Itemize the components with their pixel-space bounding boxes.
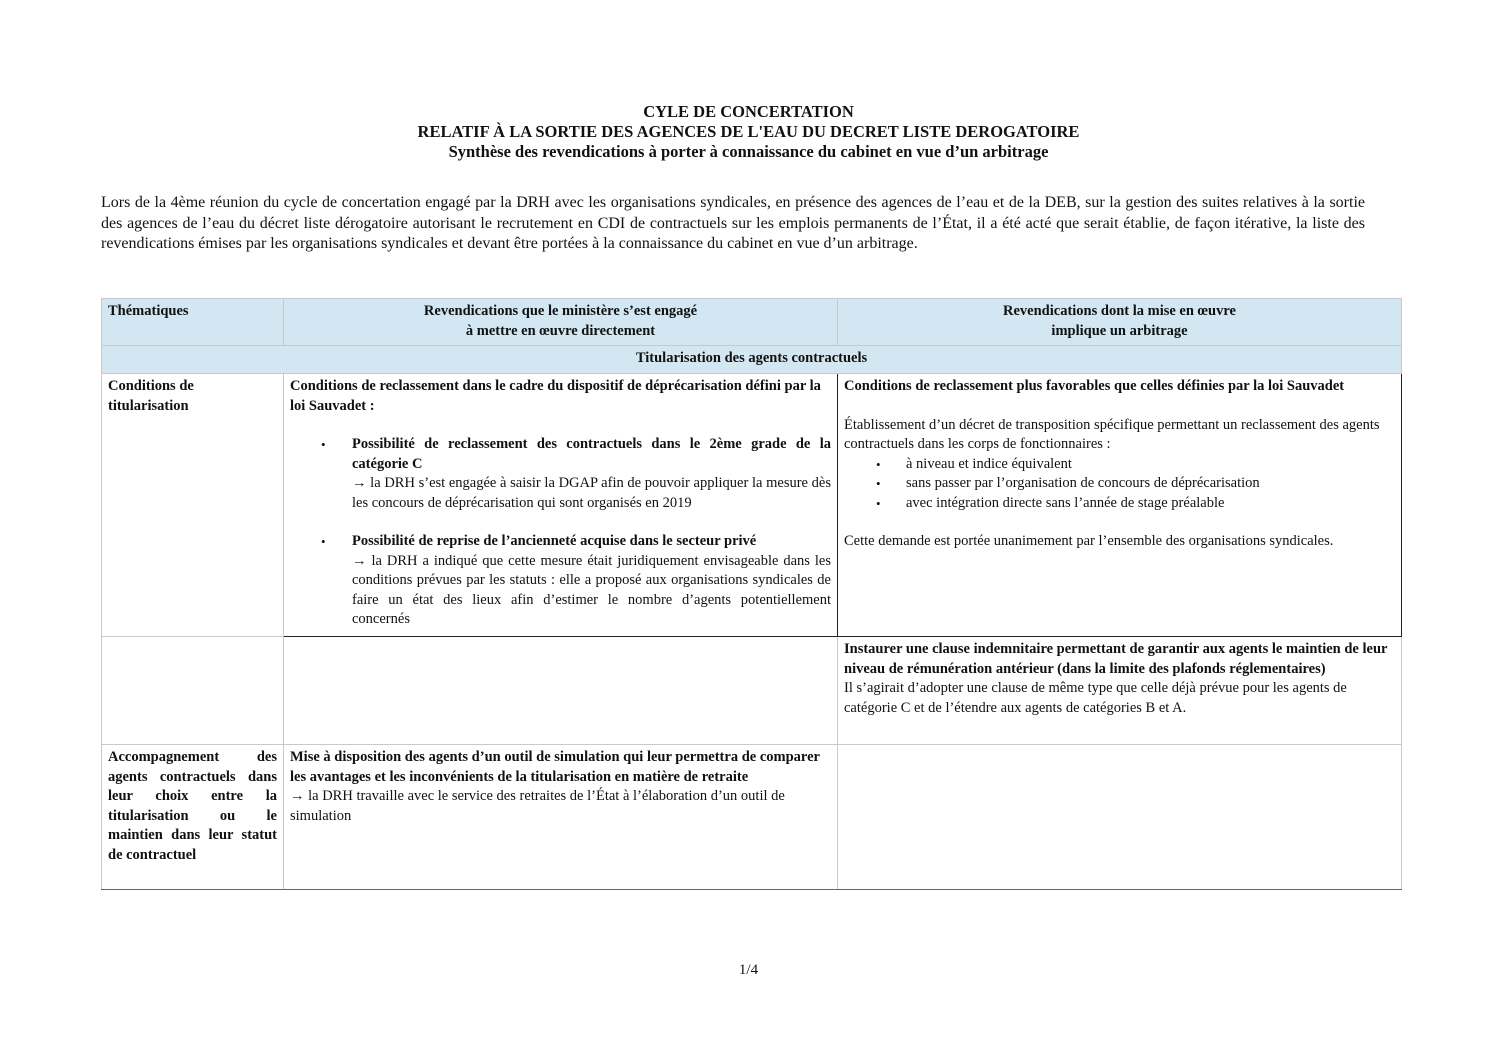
column-header-themes: Thématiques (102, 299, 284, 346)
column-header-arbitration-line1: Revendications dont la mise en œuvre (1003, 303, 1236, 319)
claims-table (101, 298, 1402, 890)
header-line-2: RELATIF À LA SORTIE DES AGENCES DE L'EAU DU DECRET LISTE DEROGATOIRE (417, 122, 1080, 141)
header-line-1: CYLE DE CONCERTATION (643, 102, 854, 121)
arbitration-list (844, 455, 1395, 514)
column-header-arbitration (838, 299, 1402, 346)
column-header-committed-line2: à mettre en œuvre directement (465, 322, 656, 339)
list-item (290, 532, 831, 630)
theme-label: Accompagnement des agents contractuels dans leur choix entre la titularisation ou le maintien dans leur statut de contractuel (108, 749, 277, 863)
committed-cell (284, 745, 838, 890)
arbitration-cell (838, 374, 1402, 637)
committed-list (290, 435, 831, 630)
table-row (102, 374, 1402, 637)
list-item (290, 435, 831, 513)
arbitration-cell (838, 637, 1402, 745)
page-number: 1/4 (738, 962, 759, 978)
theme-label: Conditions de titularisation (108, 378, 194, 414)
document-header (0, 102, 1497, 162)
list-item: • à niveau et indice équivalent (844, 455, 1395, 475)
arbitration-cell-empty (838, 745, 1402, 890)
committed-cell (284, 374, 838, 637)
arbitration-title: Instaurer une clause indemnitaire permettant de garantir aux agents le maintien de leur niveau de rémunération antérieur (dans la limite des plafonds réglementaires) (844, 641, 1388, 677)
list-item: • avec intégration directe sans l’année de stage préalable (844, 494, 1395, 514)
section-row (102, 346, 1402, 374)
arbitration-text: Établissement d’un décret de transposition spécifique permettant un reclassement des agents contractuels dans les corps de fonctionnaires : (844, 416, 1380, 452)
column-header-committed (284, 299, 838, 346)
committed-item-title: • Possibilité de reprise de l’ancienneté acquise dans le secteur privé (352, 533, 757, 549)
theme-cell (102, 745, 284, 890)
table-row (102, 637, 1402, 745)
theme-cell (102, 374, 284, 637)
theme-cell-empty (102, 637, 284, 745)
arbitration-text: Il s’agirait d’adopter une clause de même type que celle déjà prévue pour les agents de catégorie C et de l’étendre aux agents de catégories B et A. (844, 680, 1347, 716)
table-header-row (102, 299, 1402, 346)
intro-paragraph: Lors de la 4ème réunion du cycle de concertation engagé par la DRH avec les organisations syndicales, en présence des agences de l’eau et de la DEB, sur la gestion des suites relatives à la sortie des agences de l’eau du décret liste dérogatoire autorisant le recrutement en CDI de contractuels sur les emplois permanents de l’État, il a été acté que serait établie, de façon itérative, la liste des revendications émises par les organisations syndicales et devant être portées à la connaissance du cabinet en vue d’un arbitrage. (101, 194, 1365, 252)
committed-title: Mise à disposition des agents d’un outil de simulation qui leur permettra de comparer les avantages et les inconvénients de la titularisation en matière de retraite (290, 749, 820, 785)
committed-cell-empty (284, 637, 838, 745)
table-row (102, 745, 1402, 890)
arbitration-note: Cette demande est portée unanimement par l’ensemble des organisations syndicales. (844, 533, 1334, 549)
column-header-arbitration-line2: implique un arbitrage (1051, 322, 1188, 339)
committed-item-detail: → la DRH a indiqué que cette mesure était juridiquement envisageable dans les conditions prévues par les statuts : elle a proposé aux organisations syndicales de faire un état des lieux afin d’estimer le nombre d’agents potentiellement concernés (352, 552, 831, 627)
committed-item-detail: → la DRH s’est engagée à saisir la DGAP afin de pouvoir appliquer la mesure dès les concours de déprécarisation qui sont organisés en 2019 (352, 475, 831, 511)
header-line-3: Synthèse des revendications à porter à connaissance du cabinet en vue d’un arbitrage (448, 142, 1049, 161)
committed-item-title: • Possibilité de reclassement des contractuels dans le 2ème grade de la catégorie C (352, 436, 831, 472)
committed-detail: → la DRH travaille avec le service des retraites de l’État à l’élaboration d’un outil de simulation (290, 788, 785, 824)
list-item: • sans passer par l’organisation de concours de déprécarisation (844, 474, 1395, 494)
committed-title: Conditions de reclassement dans le cadre du dispositif de déprécarisation défini par la loi Sauvadet : (290, 378, 821, 414)
section-title: Titularisation des agents contractuels (102, 346, 1402, 374)
arbitration-title: Conditions de reclassement plus favorables que celles définies par la loi Sauvadet (844, 378, 1345, 394)
column-header-committed-line1: Revendications que le ministère s’est engagé (423, 303, 698, 319)
